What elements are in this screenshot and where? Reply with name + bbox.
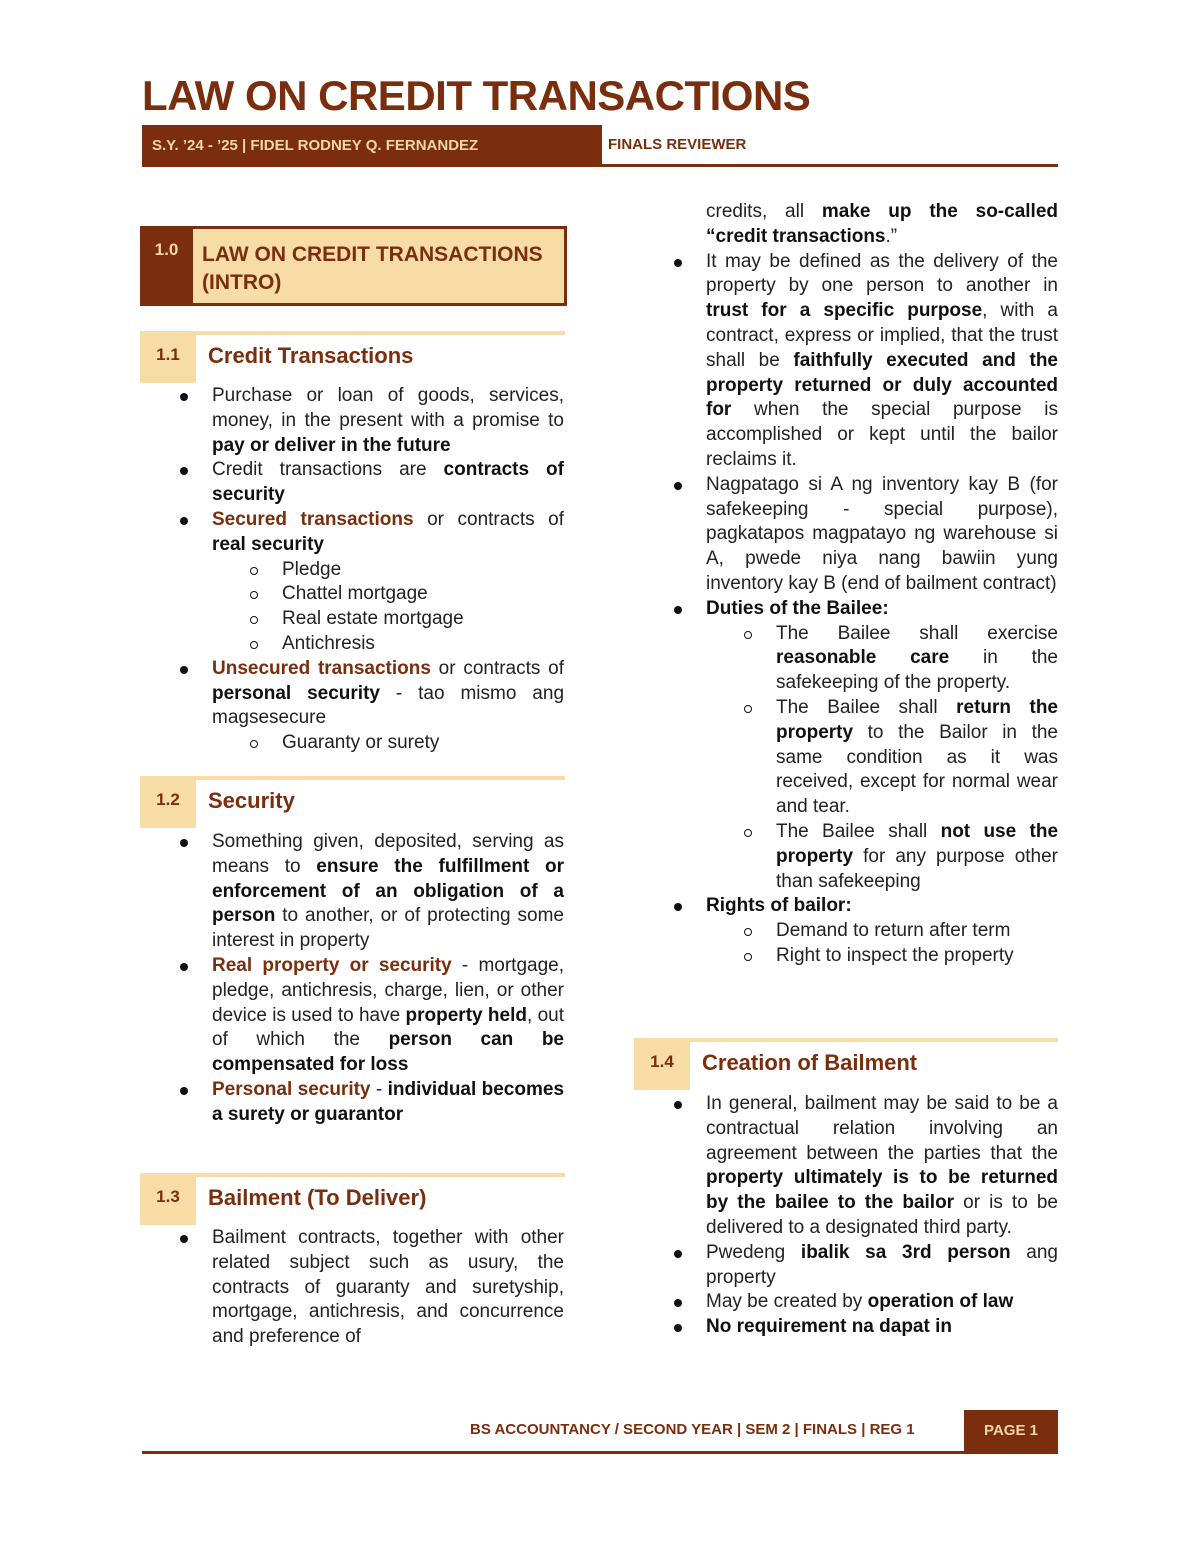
bold-text: reasonable care <box>776 647 950 669</box>
section-rule <box>140 1173 565 1177</box>
list-item <box>142 384 564 458</box>
section-number: 1.3 <box>140 1173 196 1225</box>
sub-list-item <box>636 696 1058 820</box>
list-item <box>142 657 564 731</box>
accent-text: Unsecured transactions <box>212 657 431 679</box>
credit-transactions-list <box>142 384 564 756</box>
section-title: Creation of Bailment <box>702 1050 918 1075</box>
header-subtitle-bar: S.Y. ’24 - ’25 | FIDEL RODNEY Q. FERNANDEZ <box>142 125 602 167</box>
sub-list-item: Guaranty or surety <box>142 731 564 756</box>
list-item <box>142 458 564 508</box>
text: or contracts of <box>430 657 564 679</box>
list-item <box>636 250 1058 473</box>
creation-of-bailment-list <box>636 1092 1058 1340</box>
text: The Bailee shall <box>776 696 957 718</box>
sub-list-item <box>636 820 1058 894</box>
text: Something given, deposited, serving as means to <box>212 831 564 877</box>
text: ang property <box>706 1241 1058 1288</box>
bold-text: property held <box>405 1004 527 1026</box>
bold-text: not use the property <box>776 820 1059 867</box>
bold-text: person can be compensated for loss <box>212 1029 564 1076</box>
page-title: LAW ON CREDIT TRANSACTIONS <box>142 72 811 119</box>
list-item <box>636 1290 1058 1315</box>
bold-text: return the property <box>776 696 1058 743</box>
bold-text: No requirement na dapat in <box>706 1316 952 1338</box>
section-title: Credit Transactions <box>208 343 414 368</box>
section-title: Bailment (To Deliver) <box>208 1185 427 1210</box>
section-number: 1.0 <box>140 226 193 306</box>
sub-list-item: Antichresis <box>142 632 564 657</box>
bold-text: Duties of the Bailee: <box>706 597 889 619</box>
text: The Bailee shall <box>776 820 941 842</box>
text: .” <box>885 225 898 247</box>
bold-text: property ultimately is to be returned by the bailee to the bailor <box>706 1167 1058 1214</box>
bold-text: operation of law <box>867 1291 1014 1313</box>
bold-text: faithfully executed and the property returned or duly accounted for <box>706 349 1058 421</box>
bold-text: ibalik sa 3rd person <box>800 1241 1011 1263</box>
text: credits, all <box>706 201 822 222</box>
sub-list-item: Demand to return after term <box>636 919 1058 944</box>
section-number: 1.2 <box>140 776 196 828</box>
text: It may be defined as the delivery of the property by one person to another in <box>706 250 1058 297</box>
text: or contracts of <box>413 508 564 530</box>
section-rule <box>140 331 565 335</box>
text: to another, or of protecting some interest in property <box>212 905 564 952</box>
bold-text: ensure the fulfillment or enforcement of an obligation of a person <box>212 855 564 927</box>
text: May be created by <box>706 1291 868 1313</box>
list-item: Bailment contracts, together with other related subject such as usury, the contracts of guaranty and suretyship, mortgage, antichresis, and concurrence and preference of <box>142 1226 564 1350</box>
list-item <box>636 1315 1058 1340</box>
header-reviewer-label: FINALS REVIEWER <box>608 136 747 153</box>
text: in the safekeeping of the property. <box>776 647 1058 694</box>
section-title: LAW ON CREDIT TRANSACTIONS (INTRO) <box>193 226 567 306</box>
text: The Bailee shall exercise <box>776 622 1058 644</box>
sub-list-item: Right to inspect the property <box>636 944 1058 969</box>
bold-text: Rights of bailor: <box>706 895 852 917</box>
section-rule <box>140 776 565 780</box>
footer-course-label: BS ACCOUNTANCY / SECOND YEAR | SEM 2 | FINALS | REG 1 <box>470 1421 915 1438</box>
text: to the Bailor in the same condition as it was received, except for normal wear and tear. <box>776 721 1058 818</box>
list-item <box>636 597 1058 622</box>
text: - mortgage, pledge, antichresis, charge, lien, or other device is used to have <box>212 954 564 1026</box>
bold-text: pay or deliver in the future <box>212 434 451 456</box>
continued-paragraph <box>636 200 1058 250</box>
list-item <box>636 1092 1058 1241</box>
bold-text: trust for a specific purpose <box>706 300 983 322</box>
bailment-list <box>142 1226 564 1350</box>
footer-divider <box>142 1451 1058 1454</box>
security-list <box>142 830 564 1128</box>
accent-text: Real property or security <box>212 954 452 976</box>
section-1-0-heading <box>140 226 567 306</box>
right-column <box>636 200 1058 969</box>
text: , with a contract, express or implied, that the trust shall be <box>706 300 1058 371</box>
header-divider <box>602 164 1058 167</box>
bold-text: real security <box>212 533 324 555</box>
sub-list-item: Real estate mortgage <box>142 607 564 632</box>
accent-text: Secured transactions <box>212 508 414 530</box>
bold-text: contracts of security <box>212 459 564 506</box>
list-item <box>142 1078 564 1128</box>
bold-text: individual becomes a surety or guarantor <box>212 1078 565 1125</box>
list-item: Nagpatago si A ng inventory kay B (for safekeeping - special purpose), pagkatapos magpatayo ng warehouse si A, pwede niya nang bawiin yung inventory kay B (end of bailment contract) <box>636 473 1058 597</box>
list-item <box>142 830 564 954</box>
bold-text: make up the so-called “credit transactions <box>706 201 1059 247</box>
bold-text: personal security <box>212 682 380 704</box>
text: - tao mismo ang magsesecure <box>212 682 565 729</box>
text: Pwedeng <box>706 1241 801 1263</box>
sub-list-item <box>636 622 1058 696</box>
list-item <box>636 894 1058 919</box>
text: , out of which the <box>212 1004 564 1051</box>
text: when the special purpose is accomplished or kept until the bailor reclaims it. <box>706 399 1058 470</box>
text: Credit transactions are <box>212 459 444 481</box>
text: In general, bailment may be said to be a contractual relation involving an agreement between the parties that the <box>706 1093 1058 1164</box>
text: for any purpose other than safekeeping <box>776 845 1058 892</box>
sub-list-item: Chattel mortgage <box>142 582 564 607</box>
text: or is to be delivered to a designated third party. <box>706 1192 1058 1238</box>
section-number: 1.1 <box>140 331 196 383</box>
accent-text: Personal security <box>212 1078 371 1100</box>
text: - <box>370 1078 388 1100</box>
section-rule <box>634 1038 1058 1042</box>
list-item <box>636 1241 1058 1291</box>
section-title: Security <box>208 788 295 813</box>
text: Purchase or loan of goods, services, money, in the present with a promise to <box>212 385 564 431</box>
footer-page-number: PAGE 1 <box>964 1410 1058 1454</box>
sub-list-item: Pledge <box>142 558 564 583</box>
list-item <box>142 954 564 1078</box>
list-item <box>142 508 564 558</box>
section-number: 1.4 <box>634 1038 690 1090</box>
